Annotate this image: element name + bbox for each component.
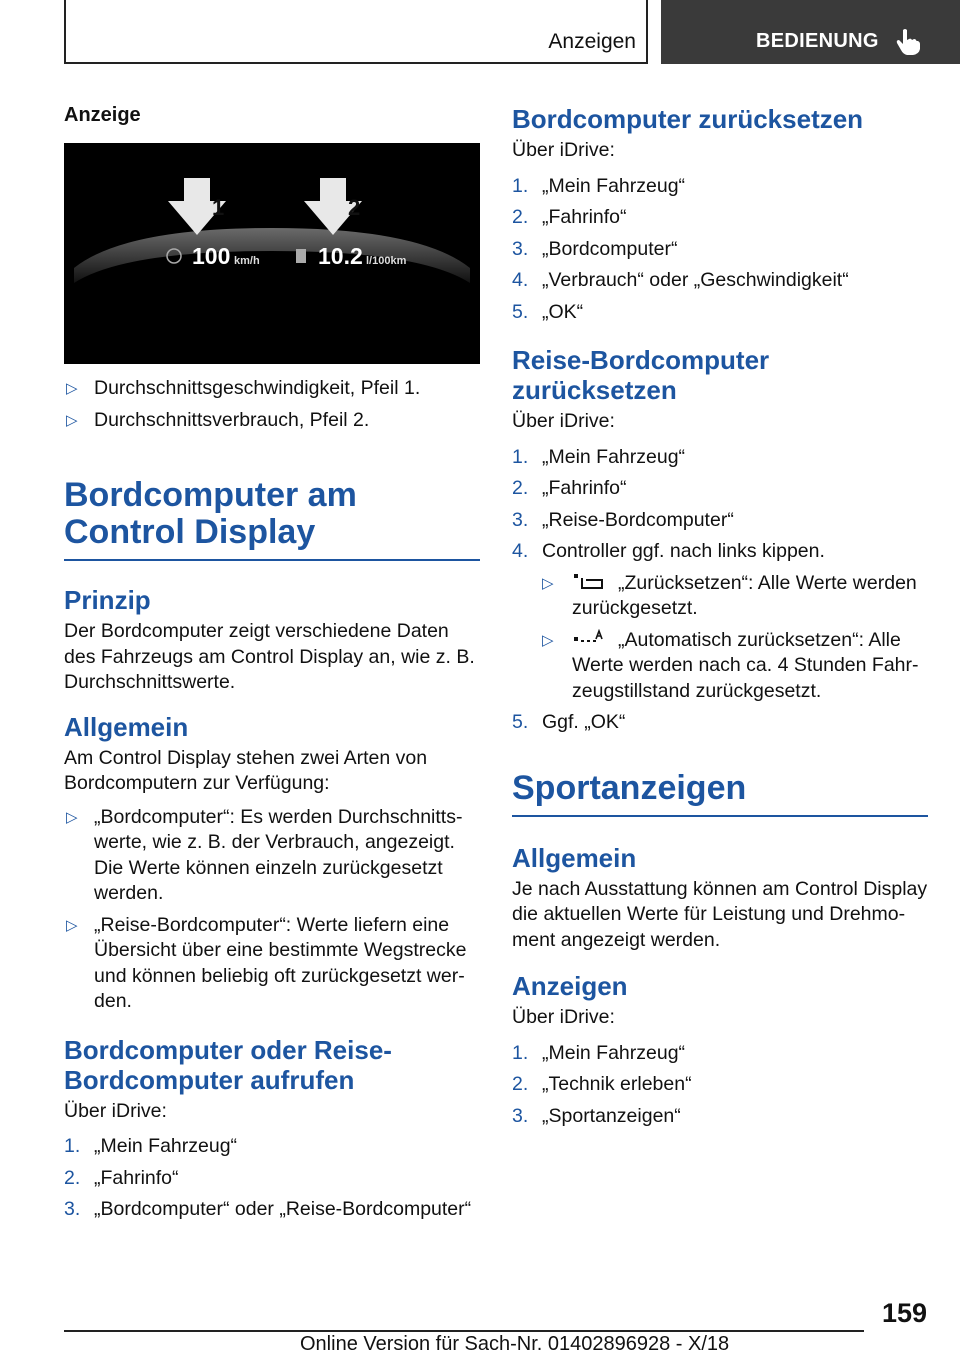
step-item: 1. „Mein Fahrzeug“ <box>512 174 686 197</box>
step-item: 3. „Bordcomputer“ <box>512 237 678 260</box>
step-item: 2. „Technik erleben“ <box>512 1073 692 1095</box>
list-item: ▷ „Automatisch zurücksetzen“: Alle Werte werden nach ca. 4 Stunden Fahrzeugstillstand zurückgesetzt. <box>542 628 928 705</box>
sport-anzeigen-steps <box>512 1041 928 1130</box>
step-item: 2. „Fahrinfo“ <box>512 206 627 228</box>
reset-intro: Über iDrive: <box>512 139 615 161</box>
arrow-1-label: 1 <box>212 195 225 220</box>
cluster-illustration <box>64 143 480 364</box>
avg-speed-value: 100 <box>192 243 231 269</box>
auto-reset-icon <box>572 629 604 649</box>
list-item: ▷ Durchschnittsverbrauch, Pfeil 2. <box>64 408 480 434</box>
reset-steps <box>512 174 928 326</box>
list-item: ▷ Durchschnittsgeschwindigkeit, Pfeil 1. <box>64 376 480 402</box>
allgemein-list <box>64 805 480 1015</box>
prinzip-text: Der Bordcomputer zeigt verschiedene Daten des Fahrzeugs am Control Display an, wie z. B. Durchschnittswerte. <box>64 620 475 693</box>
sport-anzeigen-intro: Über iDrive: <box>512 1006 615 1028</box>
step-item: 1. „Mein Fahrzeug“ <box>64 1135 238 1157</box>
step-item: 1. „Mein Fahrzeug“ <box>512 445 686 468</box>
arrow-2-label: 2 <box>348 195 361 220</box>
reise-intro: Über iDrive: <box>512 410 615 432</box>
step-item: 1. „Mein Fahrzeug“ <box>512 1041 686 1064</box>
fuel-pump-icon <box>296 249 306 263</box>
figure-legend-list <box>64 376 480 433</box>
page-number: 159 <box>881 1298 927 1328</box>
heading-sport-allgemein: Allgemein <box>512 842 637 873</box>
step-item: 3. „Reise-Bordcomputer“ <box>512 508 734 531</box>
avg-speed-unit: km/h <box>234 255 260 267</box>
footer-online-version: Online Version für Sach-Nr. 01402896928 - X/18 <box>300 1333 730 1355</box>
sport-allgemein-text: Je nach Ausstattung können am Control Display die aktuellen Werte für Leistung und Drehmoment angezeigt werden. <box>512 877 928 951</box>
heading-reise-reset: Reise-Bordcomputer zurücksetzen <box>512 345 770 405</box>
avg-consumption-value: 10.2 <box>318 243 363 269</box>
section-title-sportanzeigen: Sportanzeigen <box>512 770 928 817</box>
list-item: ▷ „Bordcomputer“: Es werden Durchschnittswerte, wie z. B. der Verbrauch, angezeigt. Die Werte können einzeln zurückgesetzt werden. <box>64 805 480 907</box>
list-item: ▷ „Zurücksetzen“: Alle Werte werden zurückgesetzt. <box>542 571 928 622</box>
step-item: 3. „Bordcomputer“ oder „Reise-Bordcomputer“ <box>64 1198 472 1220</box>
header-section-title: Anzeigen <box>548 30 636 53</box>
reset-icon <box>572 572 604 592</box>
heading-aufrufen: Bordcomputer oder Reise-Bordcomputer aufrufen <box>64 1034 392 1095</box>
step-item: 2. „Fahrinfo“ <box>512 477 627 499</box>
heading-sport-anzeigen: Anzeigen <box>512 971 628 1001</box>
hand-pointer-icon <box>893 26 923 56</box>
aufrufen-steps <box>64 1134 480 1223</box>
step-item: 5. Ggf. „OK“ <box>512 711 626 733</box>
avg-consumption-unit: l/100km <box>366 255 407 267</box>
allgemein-text: Am Control Display stehen zwei Arten von Bordcomputern zur Verfügung: <box>64 746 428 794</box>
instrument-cluster-figure <box>64 143 480 364</box>
aufrufen-intro: Über iDrive: <box>64 1099 167 1122</box>
step-item: 2. „Fahrinfo“ <box>64 1166 179 1189</box>
reise-steps <box>512 445 928 736</box>
anzeige-heading: Anzeige <box>64 104 141 126</box>
footer-divider <box>64 1330 864 1332</box>
section-title-bordcomputer: Bordcomputer am Control Display <box>64 477 480 561</box>
step-item: 4. „Verbrauch“ oder „Geschwindigkeit“ <box>512 269 849 291</box>
step-item: 4. Controller ggf. nach links kippen. ▷ „Zurücksetzen“: Alle Werte werden zurückgesetzt. ▷ „Automatisch zurücksetzen“: Alle Werte werden nach ca. 4 Stunden Fahrzeugstillstand zurückgesetzt. <box>512 539 928 704</box>
heading-allgemein: Allgemein <box>64 711 189 742</box>
step-item: 5. „OK“ <box>512 300 584 323</box>
heading-prinzip: Prinzip <box>64 585 151 615</box>
step-item: 3. „Sportanzeigen“ <box>512 1104 681 1127</box>
list-item: ▷ „Reise-Bordcomputer“: Werte liefern eine Übersicht über eine bestimmte Wegstrecke und können beliebig oft zurückgesetzt werden. <box>64 913 480 1015</box>
reise-sub-options <box>542 571 928 705</box>
header-tab-label: BEDIENUNG <box>756 30 879 52</box>
heading-reset: Bordcomputer zurücksetzen <box>512 104 864 134</box>
